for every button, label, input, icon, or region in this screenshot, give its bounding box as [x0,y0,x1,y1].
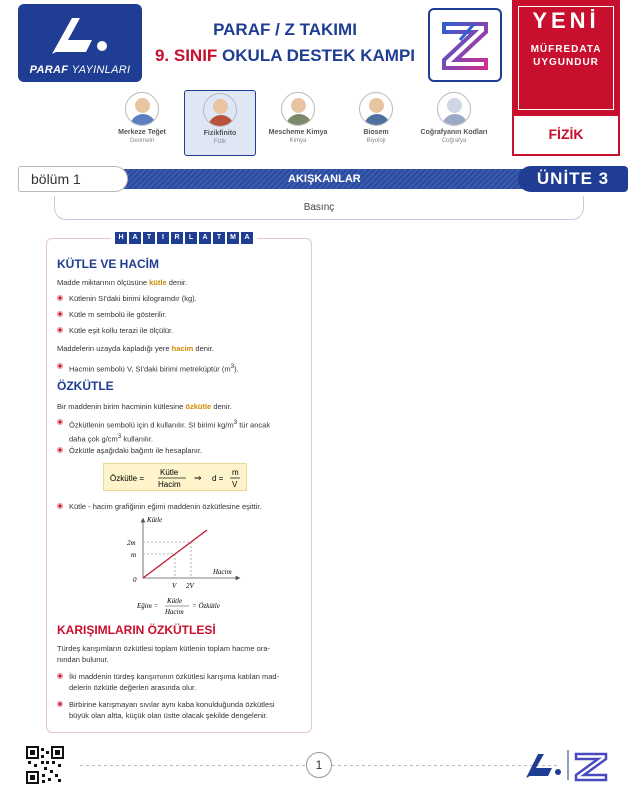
graph-tick-2v: 2V [186,582,194,590]
svg-text:Hacim: Hacim [165,608,184,616]
z-team-logo [428,8,502,82]
avatar [203,93,237,127]
paragraph: Madde miktarının ölçüsüne kütle denir. [57,278,188,287]
z-logo-icon [576,754,606,780]
slope-equation [137,595,247,619]
paraf-arrow-icon [526,754,561,778]
qr-code-icon[interactable] [26,746,64,784]
graph-tick-2m: 2m [127,539,136,547]
density-formula [103,463,247,491]
ribbon-line1: MÜFREDATA [530,44,602,55]
bullet-item: Özkütlenin sembolü için d kullanılır. SI birimi $kg/m^3$ tür ancak daha çok $g/cm^3$ kullanılır. [57,417,307,444]
svg-text:= Özkütle: = Özkütle [192,602,220,610]
header-title: PARAF / Z TAKIMI [213,20,357,39]
graph-tick-v: V [172,582,177,590]
graph-tick-m: m [131,551,137,559]
heading-ozkutle: ÖZKÜTLE [57,379,114,393]
paraf-arrow-icon [46,12,114,58]
section-title: AKIŞKANLAR [288,173,361,185]
header-subtitle: 9. SINIF OKULA DESTEK KAMPI [154,46,416,65]
paragraph: Türdeş karışımların özkütlesi toplam kütlenin toplam hacme ora- nından bulunur. [57,644,271,664]
heading-kutle-hacim: KÜTLE VE HACİM [57,257,159,271]
z-logo-icon [430,10,500,80]
box-title: H A T I R L A T M A [111,232,257,246]
avatar [125,92,159,126]
topic-title: Basınç [303,202,335,213]
curriculum-ribbon [512,0,620,116]
avatar [437,92,471,126]
ribbon-line2: UYGUNDUR [533,57,599,68]
formula-den: Hacim [158,480,181,489]
bullet-item: Birbirine karışmayan sıvılar aynı kaba konulduğunda özkütlesi büyük olan altta, küçük olan üstte olacak şekilde dengelenir. [57,699,307,721]
topic-bar [54,196,584,220]
graph-y-label: Kütle [147,516,163,524]
formula-v: V [232,480,238,489]
teacher-card-biyoloji[interactable]: Biosem Biyoloji [340,90,412,156]
formula-arrow: ⇒ [194,474,202,484]
ribbon-title: YENİ [532,8,600,33]
section-bar [18,166,618,192]
paragraph: Bir maddenin birim hacminin kütlesine özkütle denir. [57,402,232,411]
unit-label: ÜNİTE 3 [518,166,628,192]
heading-karisim: KARIŞIMLARIN ÖZKÜTLESİ [57,623,216,637]
footer-logos [522,748,614,782]
teacher-card-cografya[interactable]: Coğrafyanın Kodları Coğrafya [418,90,490,156]
graph-x-label: Hacim [213,568,232,576]
bullet-item: Kütlenin SI'daki birimi kilogramdır (kg). [57,293,307,304]
graph-origin: 0 [133,576,137,584]
page-number: 1 [306,752,332,778]
mass-volume-graph [113,514,243,599]
bullet-item: Özkütle aşağıdaki bağıntı ile hesaplanır. [57,445,307,456]
publisher-logo [18,4,142,82]
teacher-card-fizik[interactable]: Fizikfinito Fizik [184,90,256,156]
paragraph: Maddelerin uzayda kapladığı yere hacim denir. [57,344,214,353]
formula-left: Özkütle = [110,474,145,483]
formula-d: d = [212,474,224,483]
bullet-item: İki maddenin türdeş karışımının özkütlesi karışıma katılan mad- delerin özkütle değerleri arasında olur. [57,671,307,693]
chapter-label: bölüm 1 [18,166,128,192]
bullet-item: Kütle eşit kollu terazi ile ölçülür. [57,325,307,336]
svg-text:Kütle: Kütle [167,597,183,605]
svg-text:Eğim =: Eğim = [137,602,159,610]
bullet-item: Kütle m sembolü ile gösterilir. [57,309,307,320]
bullet-item: Hacmin sembolü V, SI'daki birimi metreküptür $(m^3)$. [57,361,307,375]
bullet-item: Kütle - hacim grafiğinin eğimi maddenin özkütlesine eşittir. [57,501,307,512]
avatar [281,92,315,126]
reminder-box [46,234,312,733]
formula-num: Kütle [160,468,179,477]
logo-text: PARAF YAYINLARI [29,64,131,76]
teacher-card-geometri[interactable]: Merkeze Teğet Geometri [106,90,178,156]
teacher-card-kimya[interactable]: Mescheme Kimya Kimya [262,90,334,156]
subject-label: FİZİK [512,116,620,156]
formula-m: m [232,468,239,477]
avatar [359,92,393,126]
